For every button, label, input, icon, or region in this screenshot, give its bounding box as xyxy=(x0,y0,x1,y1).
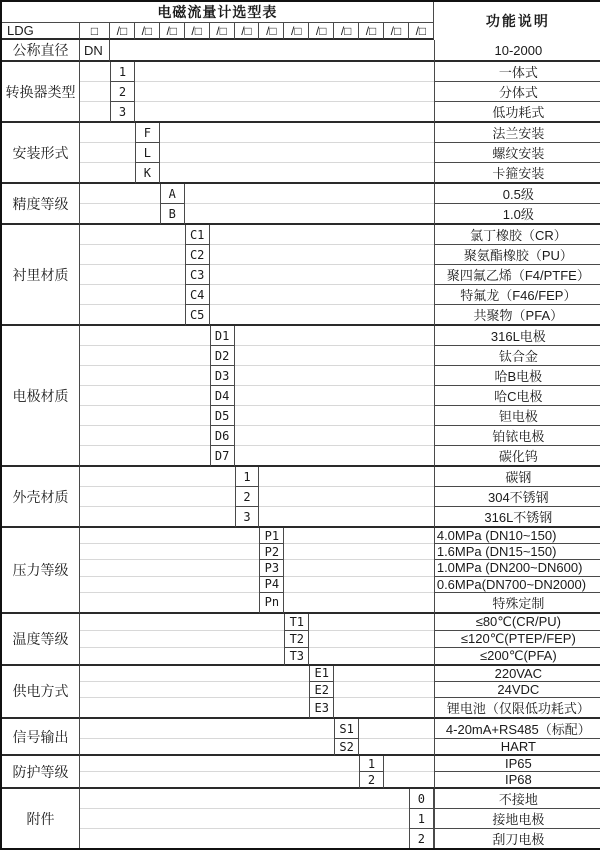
function-desc: 接地电极 xyxy=(434,809,600,829)
group-label: 防护等级 xyxy=(2,756,80,789)
option-row xyxy=(2,719,600,739)
option-row xyxy=(2,163,600,184)
option-code: K xyxy=(135,163,160,184)
option-code: 1 xyxy=(110,62,135,82)
option-row xyxy=(2,507,600,528)
function-desc: 10-2000 xyxy=(434,40,600,62)
function-desc: 聚氨酯橡胶（PU） xyxy=(434,245,600,265)
option-code: C4 xyxy=(185,285,210,305)
filler-cell xyxy=(259,467,433,487)
filler-cell xyxy=(259,507,433,528)
filler-cell xyxy=(80,593,259,614)
option-row xyxy=(2,245,600,265)
option-code: D7 xyxy=(210,446,235,467)
option-row xyxy=(2,614,600,631)
function-desc: 低功耗式 xyxy=(434,102,600,123)
filler-cell xyxy=(210,225,434,245)
function-desc: 锂电池（仅限低功耗式） xyxy=(434,698,600,719)
filler-cell xyxy=(80,285,185,305)
option-code: D1 xyxy=(210,326,235,346)
option-row xyxy=(2,123,600,143)
filler-cell xyxy=(80,487,235,507)
filler-cell xyxy=(235,446,434,467)
option-code: D4 xyxy=(210,386,235,406)
filler-cell xyxy=(80,245,185,265)
filler-cell xyxy=(334,666,434,682)
filler-cell xyxy=(235,386,434,406)
slot-code-box: /□ xyxy=(185,23,210,40)
option-code: P1 xyxy=(259,528,284,544)
filler-cell xyxy=(284,577,434,593)
filler-cell xyxy=(80,426,210,446)
option-row xyxy=(2,346,600,366)
option-row xyxy=(2,631,600,648)
filler-cell xyxy=(80,386,210,406)
option-code: E2 xyxy=(309,682,334,698)
filler-cell xyxy=(309,614,434,631)
filler-cell xyxy=(80,528,259,544)
title-row xyxy=(2,2,600,23)
filler-cell xyxy=(80,789,409,809)
option-code: P4 xyxy=(259,577,284,593)
filler-cell xyxy=(80,739,334,756)
function-desc: HART xyxy=(434,739,600,756)
filler-cell xyxy=(80,305,185,326)
option-code: 2 xyxy=(409,829,434,848)
slot-code-box: /□ xyxy=(409,23,434,40)
filler-cell xyxy=(235,326,434,346)
function-desc: 哈B电极 xyxy=(434,366,600,386)
option-code: D6 xyxy=(210,426,235,446)
filler-cell xyxy=(80,719,334,739)
option-code: C1 xyxy=(185,225,210,245)
option-code: P3 xyxy=(259,560,284,576)
function-desc: 24VDC xyxy=(434,682,600,698)
filler-cell xyxy=(80,406,210,426)
option-row xyxy=(2,184,600,204)
option-row xyxy=(2,829,600,848)
filler-cell xyxy=(359,719,434,739)
filler-cell xyxy=(80,829,409,848)
filler-cell xyxy=(80,265,185,285)
function-desc: ≤200℃(PFA) xyxy=(434,648,600,666)
slot-code-box: /□ xyxy=(135,23,160,40)
option-row xyxy=(2,426,600,446)
option-code: D2 xyxy=(210,346,235,366)
group-label: 转换器类型 xyxy=(2,62,80,123)
function-desc: 1.0级 xyxy=(434,204,600,225)
option-row xyxy=(2,204,600,225)
option-row xyxy=(2,487,600,507)
option-code: 2 xyxy=(110,82,135,102)
slot-code-box: /□ xyxy=(210,23,235,40)
filler-cell xyxy=(309,631,434,648)
filler-cell xyxy=(259,487,433,507)
slot-code-box: /□ xyxy=(110,23,135,40)
filler-cell xyxy=(284,593,434,614)
option-row xyxy=(2,756,600,772)
function-desc: 聚四氟乙烯（F4/PTFE） xyxy=(434,265,600,285)
option-code: C5 xyxy=(185,305,210,326)
filler-cell xyxy=(80,123,135,143)
option-row xyxy=(2,772,600,789)
option-row xyxy=(2,648,600,666)
function-desc: ≤120℃(PTEP/FEP) xyxy=(434,631,600,648)
option-row xyxy=(2,682,600,698)
filler-cell xyxy=(384,772,434,789)
filler-cell xyxy=(185,204,434,225)
selection-body xyxy=(2,2,600,848)
filler-cell xyxy=(80,648,284,666)
option-row xyxy=(2,143,600,163)
option-code: 1 xyxy=(235,467,260,487)
function-desc: 4-20mA+RS485（标配） xyxy=(434,719,600,739)
option-code: A xyxy=(160,184,185,204)
function-desc: ≤80℃(CR/PU) xyxy=(434,614,600,631)
filler-cell xyxy=(80,614,284,631)
option-row xyxy=(2,265,600,285)
option-code: 2 xyxy=(359,772,384,789)
option-code: 1 xyxy=(359,756,384,772)
filler-cell xyxy=(80,666,309,682)
filler-cell xyxy=(80,366,210,386)
option-row xyxy=(2,62,600,82)
filler-cell xyxy=(160,123,434,143)
option-row xyxy=(2,326,600,346)
filler-cell xyxy=(80,560,259,576)
group-label: 衬里材质 xyxy=(2,225,80,326)
filler-cell xyxy=(210,305,434,326)
filler-cell xyxy=(80,446,210,467)
function-desc: 钽电极 xyxy=(434,406,600,426)
option-code: D3 xyxy=(210,366,235,386)
group-label: 供电方式 xyxy=(2,666,80,719)
slot-code-box: /□ xyxy=(359,23,384,40)
filler-cell xyxy=(80,631,284,648)
filler-cell xyxy=(80,225,185,245)
option-code: 2 xyxy=(235,487,260,507)
group-label: 温度等级 xyxy=(2,614,80,666)
slot-code-box: /□ xyxy=(284,23,309,40)
option-row xyxy=(2,789,600,809)
table-title: 电磁流量计选型表 xyxy=(2,2,434,23)
option-row xyxy=(2,666,600,682)
function-desc: 特殊定制 xyxy=(434,593,600,614)
filler-cell xyxy=(334,682,434,698)
filler-cell xyxy=(160,143,434,163)
function-column-header: 功能说明 xyxy=(485,13,550,29)
filler-cell xyxy=(235,426,434,446)
function-desc: IP65 xyxy=(434,756,600,772)
slot-code-box: /□ xyxy=(334,23,359,40)
option-row xyxy=(2,40,600,62)
function-desc: 哈C电极 xyxy=(434,386,600,406)
option-code: S2 xyxy=(334,739,359,756)
option-row xyxy=(2,528,600,544)
filler-cell xyxy=(309,648,434,666)
function-desc: 铂铱电极 xyxy=(434,426,600,446)
option-row xyxy=(2,285,600,305)
function-desc: 316L不锈钢 xyxy=(434,507,600,528)
option-row xyxy=(2,446,600,467)
group-label: 信号输出 xyxy=(2,719,80,756)
function-desc: 分体式 xyxy=(434,82,600,102)
filler-cell xyxy=(80,467,235,487)
filler-cell xyxy=(80,577,259,593)
function-desc: 钛合金 xyxy=(434,346,600,366)
option-row xyxy=(2,305,600,326)
filler-cell xyxy=(80,82,110,102)
filler-cell xyxy=(235,346,434,366)
filler-cell xyxy=(210,265,434,285)
filler-cell xyxy=(110,40,434,62)
option-code: C2 xyxy=(185,245,210,265)
option-code: L xyxy=(135,143,160,163)
function-desc: 碳钢 xyxy=(434,467,600,487)
function-desc: 一体式 xyxy=(434,62,600,82)
filler-cell xyxy=(80,809,409,829)
filler-cell xyxy=(80,756,359,772)
filler-cell xyxy=(80,507,235,528)
option-row xyxy=(2,366,600,386)
function-desc: 不接地 xyxy=(434,789,600,809)
option-row xyxy=(2,577,600,593)
group-label: 安装形式 xyxy=(2,123,80,184)
function-desc: 316L电极 xyxy=(434,326,600,346)
function-desc: 碳化钨 xyxy=(434,446,600,467)
filler-cell xyxy=(80,772,359,789)
function-desc: 特氟龙（F46/FEP） xyxy=(434,285,600,305)
group-label: 精度等级 xyxy=(2,184,80,225)
function-desc: 4.0MPa (DN10~150) xyxy=(434,528,600,544)
function-desc: IP68 xyxy=(434,772,600,789)
function-desc: 刮刀电极 xyxy=(434,829,600,848)
option-code: P2 xyxy=(259,544,284,560)
filler-cell xyxy=(135,62,434,82)
filler-cell xyxy=(80,346,210,366)
filler-cell xyxy=(210,245,434,265)
function-desc: 220VAC xyxy=(434,666,600,682)
filler-cell xyxy=(80,102,110,123)
option-code: DN xyxy=(80,40,110,62)
option-row xyxy=(2,467,600,487)
function-desc: 法兰安装 xyxy=(434,123,600,143)
model-code-prefix: LDG xyxy=(2,23,80,40)
option-row xyxy=(2,386,600,406)
option-code: 0 xyxy=(409,789,434,809)
option-code: T2 xyxy=(284,631,309,648)
option-row xyxy=(2,809,600,829)
option-code: C3 xyxy=(185,265,210,285)
filler-cell xyxy=(80,544,259,560)
option-code: F xyxy=(135,123,160,143)
function-desc: 螺纹安装 xyxy=(434,143,600,163)
function-desc: 1.6MPa (DN15~150) xyxy=(434,544,600,560)
group-label: 外壳材质 xyxy=(2,467,80,528)
option-code: T1 xyxy=(284,614,309,631)
function-desc: 卡箍安装 xyxy=(434,163,600,184)
option-code: Pn xyxy=(259,593,284,614)
option-code: E1 xyxy=(309,666,334,682)
filler-cell xyxy=(135,102,434,123)
option-code: B xyxy=(160,204,185,225)
option-row xyxy=(2,560,600,576)
option-code: T3 xyxy=(284,648,309,666)
filler-cell xyxy=(359,739,434,756)
filler-cell xyxy=(235,406,434,426)
option-code: E3 xyxy=(309,698,334,719)
filler-cell xyxy=(80,62,110,82)
option-code: 3 xyxy=(110,102,135,123)
option-code: D5 xyxy=(210,406,235,426)
slot-code-box: /□ xyxy=(160,23,185,40)
filler-cell xyxy=(135,82,434,102)
slot-code-box: /□ xyxy=(384,23,409,40)
filler-cell xyxy=(284,528,434,544)
filler-cell xyxy=(80,204,160,225)
option-code: 3 xyxy=(235,507,260,528)
function-desc: 304不锈钢 xyxy=(434,487,600,507)
option-row xyxy=(2,225,600,245)
slot-code-box: /□ xyxy=(235,23,260,40)
filler-cell xyxy=(284,560,434,576)
function-desc: 1.0MPa (DN200~DN600) xyxy=(434,560,600,576)
option-row xyxy=(2,82,600,102)
function-desc: 0.6MPa(DN700~DN2000) xyxy=(434,577,600,593)
option-code: 1 xyxy=(409,809,434,829)
option-row xyxy=(2,102,600,123)
function-desc: 共聚物（PFA） xyxy=(434,305,600,326)
option-code: S1 xyxy=(334,719,359,739)
group-label: 公称直径 xyxy=(2,40,80,62)
slot-code-box: /□ xyxy=(259,23,284,40)
filler-cell xyxy=(80,682,309,698)
filler-cell xyxy=(284,544,434,560)
filler-cell xyxy=(235,366,434,386)
filler-cell xyxy=(210,285,434,305)
function-desc: 0.5级 xyxy=(434,184,600,204)
filler-cell xyxy=(80,163,135,184)
option-row xyxy=(2,739,600,756)
group-label: 附件 xyxy=(2,789,80,848)
function-desc: 氯丁橡胶（CR） xyxy=(434,225,600,245)
group-label: 电极材质 xyxy=(2,326,80,467)
group-label: 压力等级 xyxy=(2,528,80,614)
slot-code-box: /□ xyxy=(309,23,334,40)
filler-cell xyxy=(384,756,434,772)
filler-cell xyxy=(80,326,210,346)
option-row xyxy=(2,544,600,560)
filler-cell xyxy=(160,163,434,184)
filler-cell xyxy=(80,184,160,204)
dn-code-box: □ xyxy=(80,23,110,40)
filler-cell xyxy=(80,143,135,163)
filler-cell xyxy=(185,184,434,204)
option-row xyxy=(2,593,600,614)
option-row xyxy=(2,406,600,426)
